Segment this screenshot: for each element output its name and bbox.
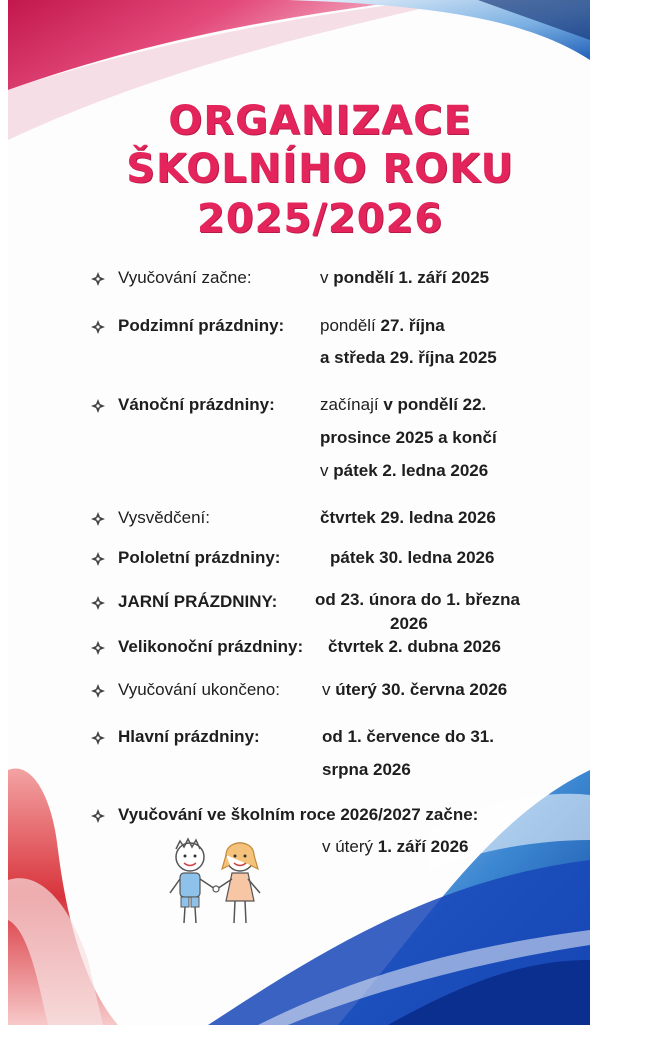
schedule-label: Podzimní prázdniny: (118, 316, 285, 335)
schedule-value-line (390, 614, 428, 634)
schedule-label: Vyučování začne: (118, 268, 252, 287)
diamond-bullet-icon (90, 511, 106, 527)
schedule-value-line (320, 316, 445, 336)
title-line-2: ŠKOLNÍHO ROKU (126, 146, 514, 192)
schedule-label: Vánoční prázdniny: (118, 395, 275, 414)
schedule-value-line (320, 508, 496, 528)
value-text: od 23. února do 1. března (315, 590, 520, 609)
diamond-bullet-icon (90, 595, 106, 611)
diamond-bullet-icon (90, 551, 106, 567)
schedule-value-line (322, 727, 494, 747)
diamond-bullet-icon (90, 808, 106, 824)
value-text: úterý 30. června 2026 (335, 680, 508, 699)
value-text: čtvrtek 2. dubna 2026 (328, 637, 501, 656)
value-text: 1. září 2026 (377, 837, 469, 856)
title-line-1: ORGANIZACE (168, 98, 472, 144)
schedule-label: Hlavní prázdniny: (118, 727, 260, 746)
value-text: prosince 2025 a končí (320, 428, 497, 447)
diamond-bullet-icon (90, 683, 106, 699)
value-text: srpna 2026 (322, 760, 411, 779)
schedule-value-line (320, 461, 488, 481)
schedule-label: Velikonoční prázdniny: (118, 637, 304, 656)
schedule-value-line (315, 590, 520, 610)
schedule-label: Vyučování ukončeno: (118, 680, 280, 699)
value-text: pondělí 1. září 2025 (333, 268, 490, 287)
diamond-bullet-icon (90, 640, 106, 656)
value-text: v (320, 461, 334, 480)
children-holding-hands-illustration (160, 835, 270, 935)
value-text: v (320, 268, 334, 287)
schedule-value-line (322, 760, 411, 780)
value-text: od 1. července do 31. (322, 727, 494, 746)
value-text: v pondělí 22. (383, 395, 487, 414)
schedule-label: Vysvědčení: (118, 508, 210, 527)
schedule-value-line (328, 637, 501, 657)
value-text: čtvrtek 29. ledna 2026 (320, 508, 496, 527)
value-text: a středa 29. října 2025 (320, 348, 497, 367)
schedule-label: JARNÍ PRÁZDNINY: (118, 592, 278, 611)
value-text: v (322, 680, 336, 699)
schedule-value-line (320, 395, 486, 415)
schedule-value-line (320, 428, 497, 448)
schedule-label: Vyučování ve školním roce 2026/2027 začne: (118, 805, 479, 824)
diamond-bullet-icon (90, 271, 106, 287)
schedule-value-line (322, 837, 469, 857)
value-text: začínají (320, 395, 384, 414)
diamond-bullet-icon (90, 730, 106, 746)
value-text: 27. října (380, 316, 445, 335)
value-text: v úterý (322, 837, 378, 856)
value-text: 2026 (390, 614, 428, 633)
title-line-3: 2025/2026 (196, 196, 444, 242)
value-text: pátek 2. ledna 2026 (333, 461, 489, 480)
schedule-label: Pololetní prázdniny: (118, 548, 281, 567)
value-text: pátek 30. ledna 2026 (330, 548, 495, 567)
schedule-value-line (320, 348, 497, 368)
schedule-value-line (330, 548, 494, 568)
diamond-bullet-icon (90, 398, 106, 414)
value-text: pondělí (320, 316, 381, 335)
schedule-value-line (320, 268, 489, 288)
schedule-value-line (322, 680, 507, 700)
diamond-bullet-icon (90, 319, 106, 335)
